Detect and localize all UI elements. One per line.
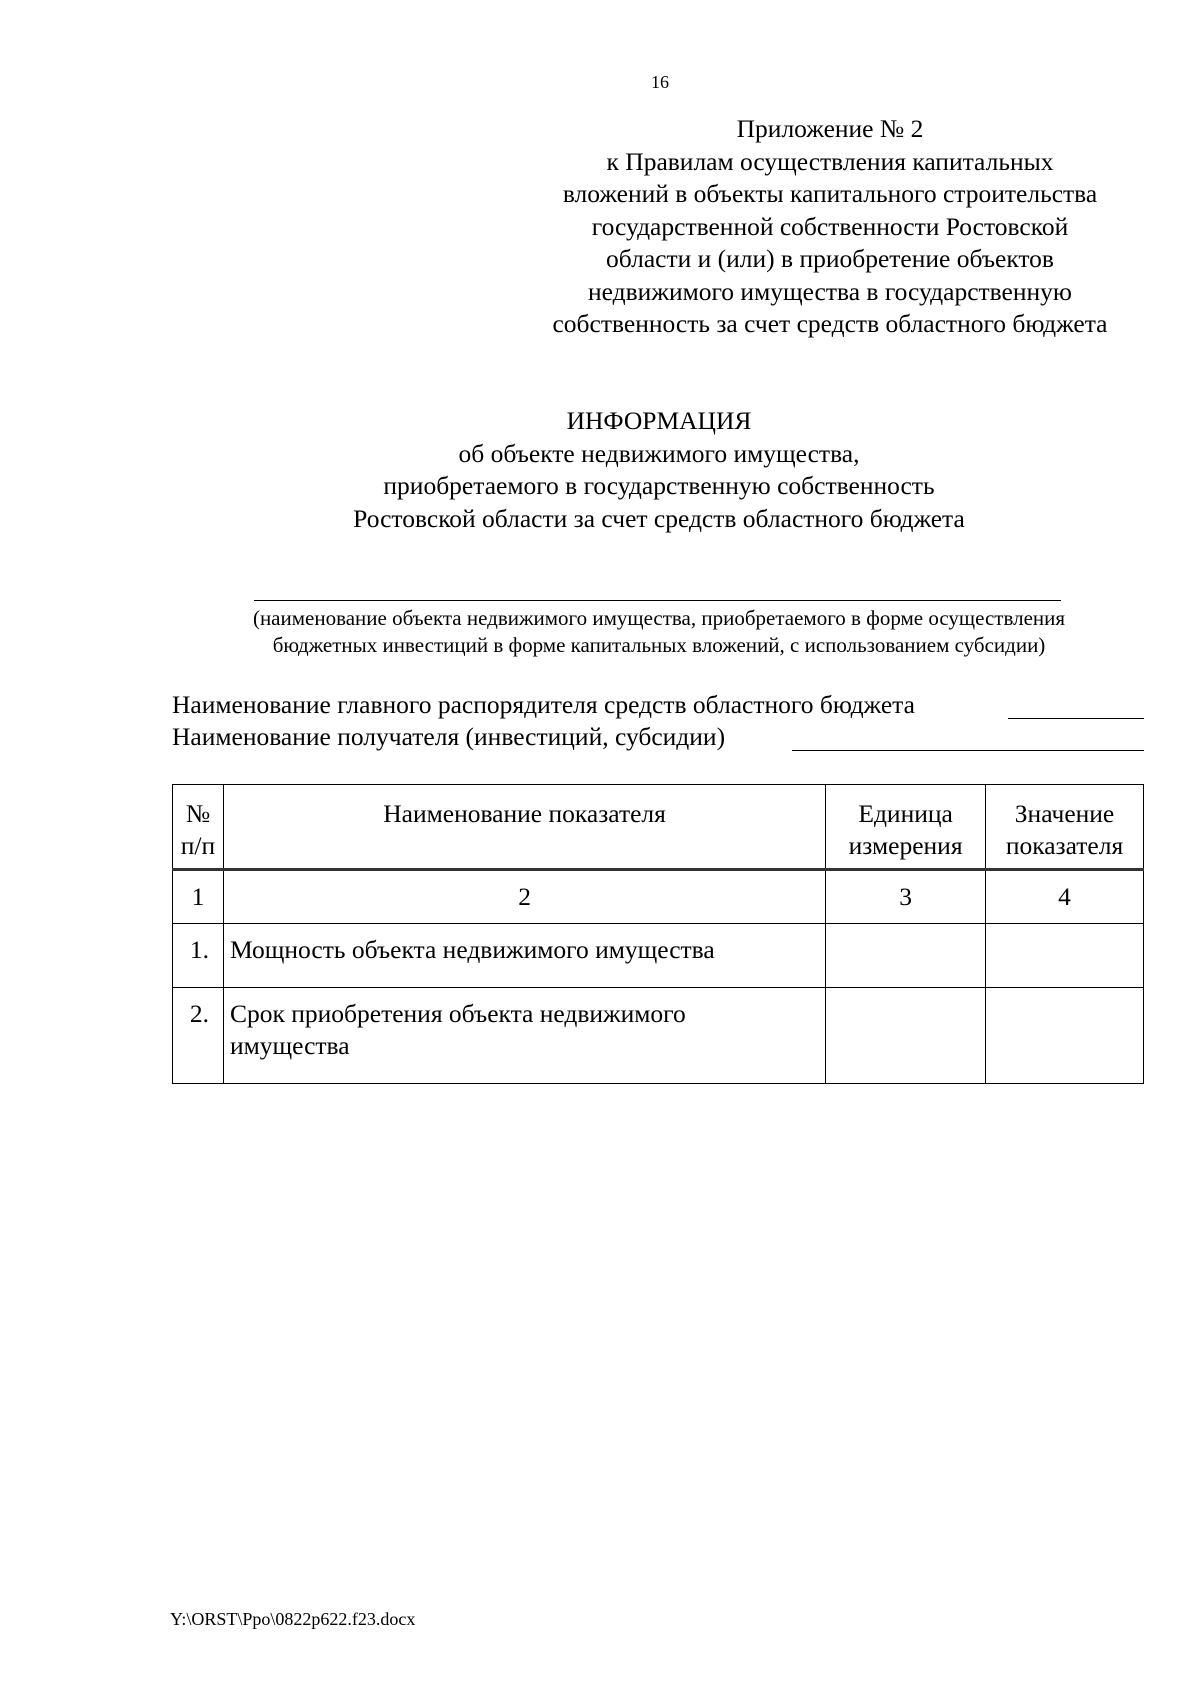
appendix-line: недвижимого имущества в государственную	[588, 276, 1072, 306]
header-value-line: показателя	[1005, 831, 1124, 860]
page-number: 16	[651, 72, 669, 92]
table-row	[173, 988, 1144, 1084]
header-num-symbol: №	[185, 799, 211, 828]
header-num	[173, 785, 224, 870]
row-indicator-name: Мощность объекта недвижимого имущества	[223, 924, 825, 988]
appendix-line: вложений в объекты капитального строительства	[562, 179, 1098, 208]
header-unit	[826, 785, 986, 870]
title-line: приобретаемого в государственную собственность	[383, 471, 935, 500]
column-number: 1	[173, 870, 224, 924]
table-header-row	[173, 785, 1144, 870]
main-manager-blank	[1008, 718, 1144, 719]
appendix-header	[520, 113, 1140, 341]
header-value	[986, 785, 1144, 870]
header-value-line: Значение	[1014, 799, 1115, 828]
header-unit-line: Единица	[858, 799, 953, 828]
table-row	[173, 924, 1144, 988]
indicators-table	[172, 784, 1144, 1084]
title-heading: ИНФОРМАЦИЯ	[566, 406, 752, 435]
column-number: 3	[826, 870, 986, 924]
row-indicator-name-line: имущества	[229, 1031, 350, 1060]
row-value-cell	[986, 988, 1144, 1084]
recipient-field	[172, 722, 725, 752]
object-name-caption	[170, 605, 1148, 659]
main-manager-label: Наименование главного распорядителя средств областного бюджета	[172, 690, 915, 719]
row-value-cell	[986, 924, 1144, 988]
row-unit-cell	[826, 924, 986, 988]
column-number: 4	[986, 870, 1144, 924]
title-line: Ростовской области за счет средств областного бюджета	[353, 503, 965, 533]
row-indicator-name-line: Срок приобретения объекта недвижимого	[229, 999, 686, 1028]
appendix-title: Приложение № 2	[736, 114, 924, 143]
footer-file-path: Y:\ORST\Ppo\0822p622.f23.docx	[170, 1609, 416, 1629]
row-unit-cell	[826, 988, 986, 1084]
column-number: 2	[223, 870, 825, 924]
column-numbers-row	[173, 870, 1144, 924]
header-unit-line: измерения	[848, 831, 963, 860]
appendix-line: собственность за счет средств областного бюджета	[552, 309, 1108, 338]
recipient-label: Наименование получателя (инвестиций, субсидии)	[172, 722, 726, 751]
object-name-blank-line	[254, 600, 1061, 601]
appendix-line: государственной собственности Ростовской	[591, 211, 1069, 241]
row-number: 1.	[173, 924, 224, 988]
caption-line: (наименование объекта недвижимого имущества, приобретаемого в форме осуществления	[252, 606, 1066, 630]
header-indicator-name: Наименование показателя	[223, 785, 825, 870]
recipient-blank	[792, 750, 1144, 751]
document-title	[170, 405, 1148, 535]
row-number: 2.	[173, 988, 224, 1084]
header-num-abbr: п/п	[180, 831, 216, 860]
title-line: об объекте недвижимого имущества,	[458, 438, 860, 468]
row-indicator-name	[223, 988, 825, 1084]
appendix-line: области и (или) в приобретение объектов	[606, 244, 1054, 273]
main-manager-field	[172, 690, 915, 720]
caption-line: бюджетных инвестиций в форме капитальных вложений, с использованием субсидии)	[272, 633, 1046, 657]
appendix-line: к Правилам осуществления капитальных	[606, 146, 1054, 176]
